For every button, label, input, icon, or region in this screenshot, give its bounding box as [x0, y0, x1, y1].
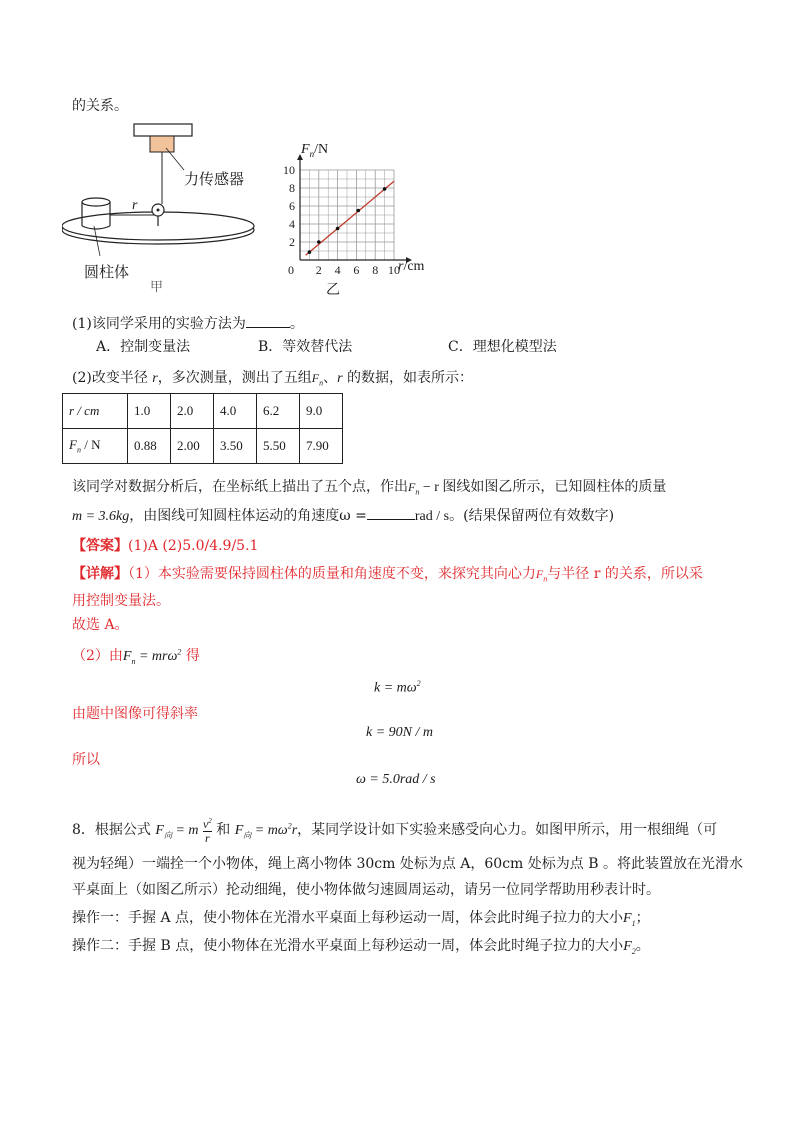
origin-label: 0 — [288, 263, 294, 277]
table-cell: 6.2 — [257, 394, 300, 429]
table-cell: 4.0 — [214, 394, 257, 429]
equation-slope: k = 90N / m — [366, 725, 433, 740]
table-cell: 3.50 — [214, 429, 257, 464]
detail-line-3: 故选 A。 — [72, 617, 129, 633]
answer: 【答案】(1)A (2)5.0/4.9/5.1 — [72, 538, 259, 554]
operation-1: 操作一：手握 A 点，使小物体在光滑水平桌面上每秒运动一周，体会此时绳子拉力的大小$F_1$； — [72, 910, 650, 928]
x-tick-label: 10 — [388, 263, 400, 277]
question-8-line-3: 平桌面上（如图乙所示）抡动细绳，使小物体做匀速圆周运动，请另一位同学帮助用秒表计时。 — [72, 882, 660, 898]
data-point — [308, 250, 312, 254]
intro-text: 的关系。 — [72, 98, 128, 114]
table-cell: 2.00 — [171, 429, 214, 464]
ceiling-bar — [134, 124, 192, 136]
cylinder — [82, 198, 110, 206]
detail-line-1: 【详解】（1）本实验需要保持圆柱体的质量和角速度不变，来探究其向心力$F_n$与半径 r 的关系，所以采 — [72, 566, 703, 584]
question-8-line-1: 8．根据公式 $F_向 = m$ $\frac{v^2}{r}$ 和 $F_向 = m\omega^2r$，某同学设计如下实验来感受向心力。如图甲所示，用一根细绳（可 — [72, 817, 718, 845]
option-b: B．等效替代法 — [258, 339, 353, 355]
data-point — [356, 209, 360, 213]
analysis-line-1: 该同学对数据分析后，在坐标纸上描出了五个点，作出$F_n - r$ 图线如图乙所示，已知圆柱体的质量 — [72, 479, 667, 497]
chart-x-label: r/cm — [398, 259, 425, 274]
table-cell: 2.0 — [171, 394, 214, 429]
analysis-line-2: m = 3.6kg，由图线可知圆柱体运动的角速度ω = rad / s。(结果保留两位有效数字) — [72, 508, 615, 524]
question-2: (2)改变半径 r，多次测量，测出了五组$F_n$、r 的数据，如表所示： — [72, 370, 473, 388]
equation-k: $k = m\omega^2$ — [374, 679, 421, 696]
force-sensor — [150, 136, 174, 152]
data-table — [62, 393, 343, 464]
caption-jia: 甲 — [150, 280, 164, 295]
x-tick-label: 8 — [372, 263, 379, 277]
question-8-line-2: 视为轻绳）一端拴一个小物体，绳上离小物体 30cm 处标为点 A，60cm 处标为点 B 。将此装置放在光滑水 — [72, 856, 743, 872]
table-cell: $F_n$ / N — [63, 429, 128, 464]
data-point — [336, 227, 340, 231]
x-tick-label: 4 — [334, 263, 341, 277]
sensor-label: 力传感器 — [184, 170, 245, 188]
table-cell: 7.90 — [300, 429, 343, 464]
y-tick-label: 8 — [289, 181, 295, 195]
table-cell: 1.0 — [128, 394, 171, 429]
detail-line-4: （2）由$F_n = mr\omega^2$ 得 — [72, 647, 200, 666]
question-1: (1)该同学采用的实验方法为 。 — [72, 316, 304, 332]
x-tick-label: 2 — [315, 263, 322, 277]
table-cell: 0.88 — [128, 429, 171, 464]
r-label: r — [132, 198, 138, 213]
y-tick-label: 10 — [283, 163, 295, 177]
y-tick-label: 2 — [289, 235, 295, 249]
equation-omega: ω = 5.0rad / s — [356, 772, 436, 787]
option-a: A．控制变量法 — [96, 339, 191, 355]
y-tick-label: 6 — [289, 199, 295, 213]
operation-2: 操作二：手握 B 点，使小物体在光滑水平桌面上每秒运动一周，体会此时绳子拉力的大小$F_2$。 — [72, 938, 650, 956]
chart-y-label: $F_n/N$ — [301, 142, 329, 159]
data-point — [317, 240, 321, 244]
detail-line-2: 用控制变量法。 — [72, 593, 170, 609]
data-point — [383, 187, 387, 191]
table-cell: 9.0 — [300, 394, 343, 429]
y-tick-label: 4 — [289, 217, 295, 231]
table-row — [63, 429, 343, 464]
cylinder-label: 圆柱体 — [84, 263, 130, 281]
detail-line-5: 由题中图像可得斜率 — [72, 706, 198, 722]
caption-yi: 乙 — [326, 282, 340, 298]
detail-line-6: 所以 — [72, 752, 100, 768]
option-c: C．理想化模型法 — [448, 339, 557, 355]
table-cell: 5.50 — [257, 429, 300, 464]
table-row — [63, 394, 343, 429]
x-tick-label: 6 — [353, 263, 360, 277]
table-cell: r / cm — [63, 394, 128, 429]
